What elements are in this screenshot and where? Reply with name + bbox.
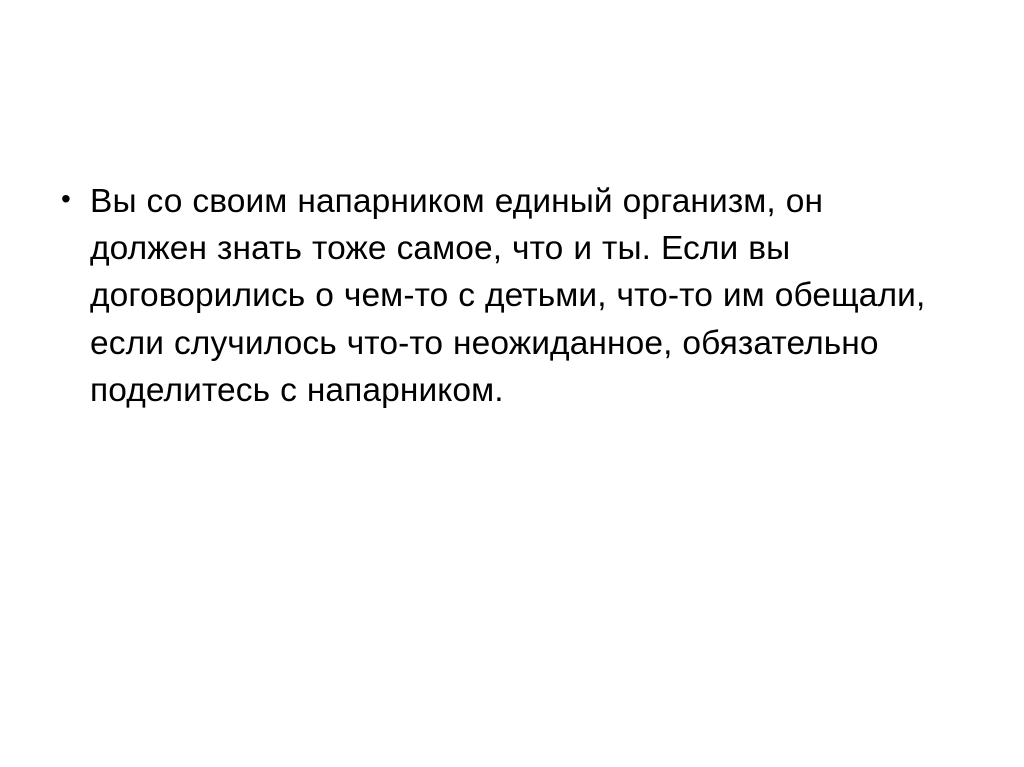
content-placeholder: [40, 178, 945, 414]
bullet-text: Вы со своим напарником единый организм, он должен знать тоже самое, что и ты. Если вы договорились о чем-то с детьми, что-то им обещали, если случилось что-то неожиданное, обязательно поделитесь с напарником.: [90, 183, 926, 409]
bullet-marker-icon: •: [61, 183, 71, 214]
list-item: [40, 178, 945, 414]
bullet-list: [40, 178, 945, 414]
